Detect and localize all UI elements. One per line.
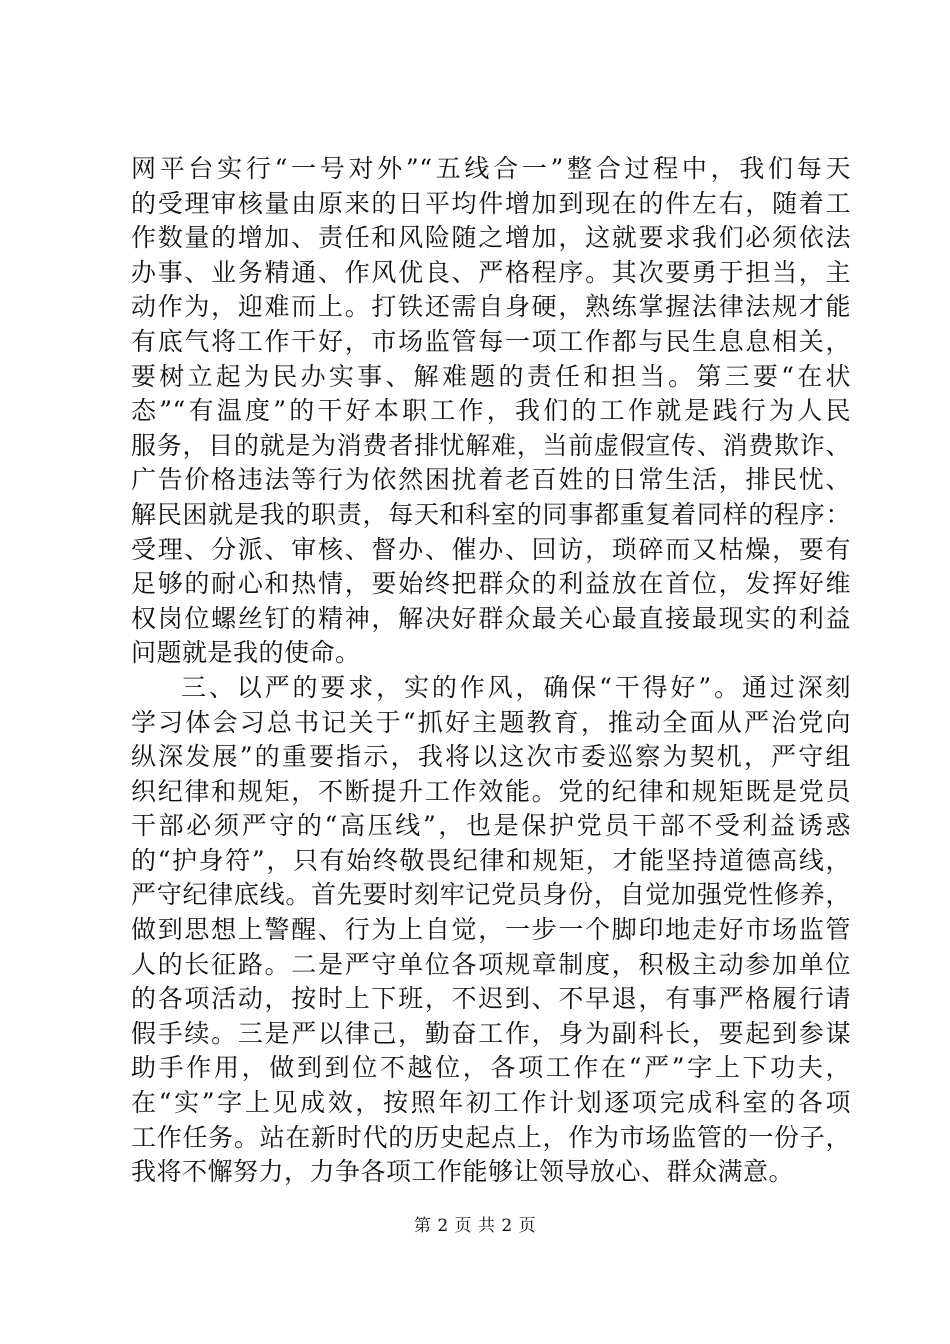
text-line: 要树立起为民办实事、解难题的责任和担当。第三要“在状 [131,361,851,391]
text-line: 纵深发展”的重要指示，我将以这次市委巡察为契机，严守组 [131,742,851,772]
page-footer [0,1214,950,1238]
text-line: 严守纪律底线。首先要时刻牢记党员身份，自觉加强党性修养， [131,880,851,910]
text-line: 干部必须严守的“高压线”，也是保护党员干部不受利益诱惑 [131,811,851,841]
text-line: 权岗位螺丝钉的精神，解决好群众最关心最直接最现实的利益 [131,603,851,633]
text-line: 在“实”字上见成效，按照年初工作计划逐项完成科室的各项 [131,1088,851,1118]
text-line: 服务，目的就是为消费者排忧解难，当前虚假宣传、消费欺诈、 [131,430,851,460]
text-line: 工作任务。站在新时代的历史起点上，作为市场监管的一份子， [131,1122,851,1152]
text-line: 的“护身符”，只有始终敬畏纪律和规矩，才能坚持道德高线， [131,845,851,875]
paragraph-start-line: 三、以严的要求，实的作风，确保“干得好”。通过深刻 [181,672,851,702]
text-line: 办事、业务精通、作风优良、严格程序。其次要勇于担当，主 [131,257,851,287]
text-line: 作数量的增加、责任和风险随之增加，这就要求我们必须依法 [131,223,851,253]
text-line: 假手续。三是严以律己，勤奋工作，身为副科长，要起到参谋 [131,1018,851,1048]
text-line: 有底气将工作干好，市场监管每一项工作都与民生息息相关， [131,326,851,356]
body-text [131,152,851,1190]
text-line: 动作为，迎难而上。打铁还需自身硬，熟练掌握法律法规才能 [131,292,851,322]
text-line: 足够的耐心和热情，要始终把群众的利益放在首位，发挥好维 [131,569,851,599]
text-line: 的各项活动，按时上下班，不迟到、不早退，有事严格履行请 [131,984,851,1014]
text-line: 织纪律和规矩，不断提升工作效能。党的纪律和规矩既是党员 [131,776,851,806]
text-line: 受理、分派、审核、督办、催办、回访，琐碎而又枯燥，要有 [131,534,851,564]
page-number-label: 第 2 页 共 2 页 [413,1216,537,1236]
text-line: 学习体会习总书记关于“抓好主题教育，推动全面从严治党向 [131,707,851,737]
text-line: 解民困就是我的职责，每天和科室的同事都重复着同样的程序： [131,499,851,529]
text-line: 做到思想上警醒、行为上自觉，一步一个脚印地走好市场监管 [131,915,851,945]
text-line: 态”“有温度”的干好本职工作，我们的工作就是践行为人民 [131,396,851,426]
text-line: 的受理审核量由原来的日平均件增加到现在的件左右，随着工 [131,188,851,218]
paragraph-end-line: 问题就是我的使命。 [131,638,361,668]
text-line: 助手作用，做到到位不越位，各项工作在“严”字上下功夫， [131,1053,851,1083]
text-line: 网平台实行“一号对外”“五线合一”整合过程中，我们每天 [131,154,851,183]
text-line: 广告价格违法等行为依然困扰着老百姓的日常生活，排民忧、 [131,465,851,495]
text-line: 人的长征路。二是严守单位各项规章制度，积极主动参加单位 [131,949,851,979]
paragraph-end-line: 我将不懈努力，力争各项工作能够让领导放心、群众满意。 [131,1157,795,1187]
